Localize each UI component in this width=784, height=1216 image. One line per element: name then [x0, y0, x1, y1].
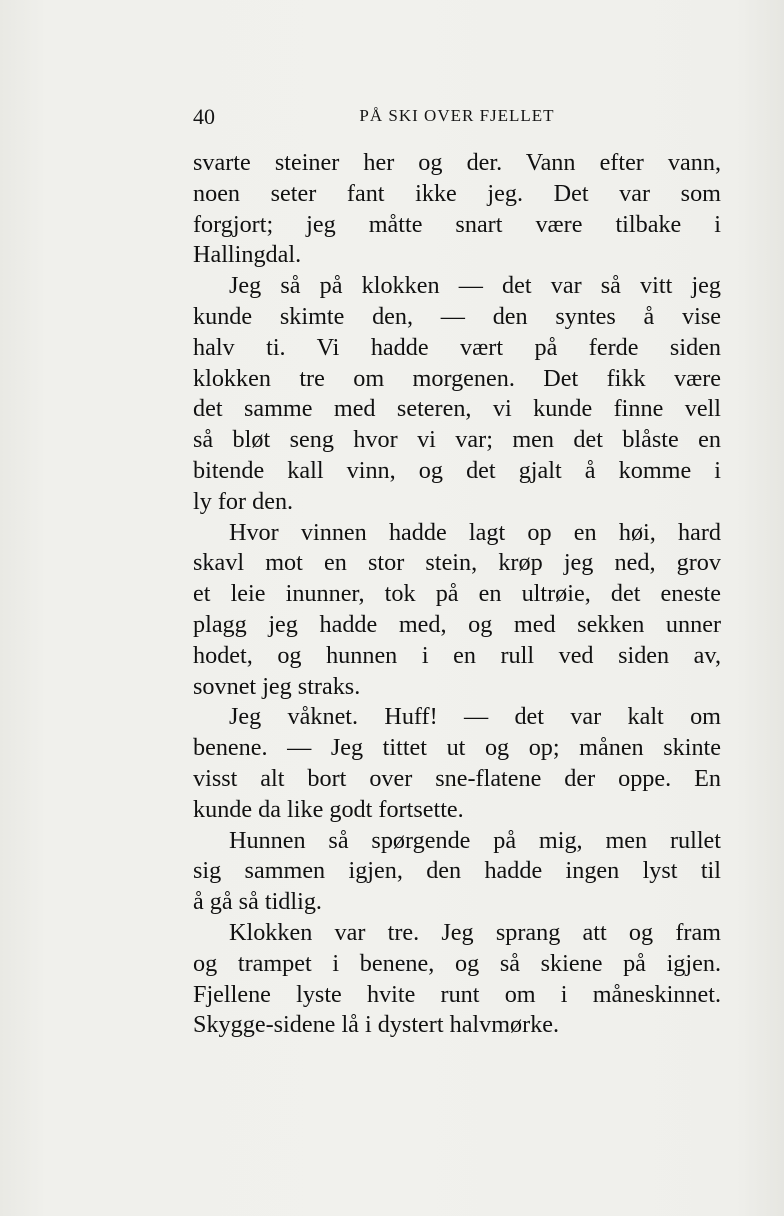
text-line: Skygge-sidene lå i dystert halvmørke. — [193, 1011, 560, 1039]
text-line: bitende kall vinn, og det gjalt å komme i — [193, 456, 721, 484]
text-line: visst alt bort over sne-flatene der oppe. En — [193, 764, 721, 792]
paragraph — [193, 148, 721, 271]
text-line: kunde skimte den, — den syntes å vise — [193, 302, 721, 330]
text-line: ly for den. — [193, 487, 294, 515]
text-line: sovnet jeg straks. — [193, 672, 361, 700]
paragraph — [193, 271, 721, 517]
text-line: forgjort; jeg måtte snart være tilbake i — [193, 210, 721, 238]
page-header — [193, 104, 721, 134]
body-text — [193, 148, 721, 1041]
text-line: hodet, og hunnen i en rull ved siden av, — [193, 641, 721, 669]
text-line: benene. — Jeg tittet ut og op; månen skinte — [193, 734, 721, 762]
text-line: Jeg så på klokken — det var så vitt jeg — [229, 272, 721, 300]
text-line: sig sammen igjen, den hadde ingen lyst til — [193, 857, 721, 885]
text-line: klokken tre om morgenen. Det fikk være — [193, 364, 721, 392]
text-line: det samme med seteren, vi kunde finne vell — [193, 395, 721, 423]
text-line: plagg jeg hadde med, og med sekken unner — [193, 610, 721, 638]
text-line: Klokken var tre. Jeg sprang att og fram — [229, 918, 721, 946]
text-line: et leie inunner, tok på en ultrøie, det eneste — [193, 580, 721, 608]
text-line: kunde da like godt fortsette. — [193, 795, 464, 823]
text-line: noen seter fant ikke jeg. Det var som — [193, 179, 721, 207]
text-line: halv ti. Vi hadde vært på ferde siden — [193, 333, 721, 361]
text-line: så bløt seng hvor vi var; men det blåste en — [193, 426, 721, 454]
text-line: svarte steiner her og der. Vann efter vann, — [193, 149, 721, 176]
running-title: PÅ SKI OVER FJELLET — [359, 106, 555, 125]
paragraph — [193, 826, 721, 918]
text-line: Hallingdal. — [193, 241, 302, 269]
text-line: Fjellene lyste hvite runt om i måneskinnet. — [193, 980, 721, 1008]
text-line: å gå så tidlig. — [193, 888, 322, 916]
text-line: Hunnen så spørgende på mig, men rullet — [229, 826, 721, 854]
paragraph — [193, 702, 721, 825]
page-number: 40 — [193, 104, 215, 129]
text-line: skavl mot en stor stein, krøp jeg ned, grov — [193, 549, 721, 577]
text-line: og trampet i benene, og så skiene på igjen. — [193, 949, 721, 977]
text-line: Jeg våknet. Huff! — det var kalt om — [229, 703, 721, 731]
text-line: Hvor vinnen hadde lagt op en høi, hard — [229, 518, 721, 546]
paragraph — [193, 918, 721, 1041]
paragraph — [193, 518, 721, 703]
